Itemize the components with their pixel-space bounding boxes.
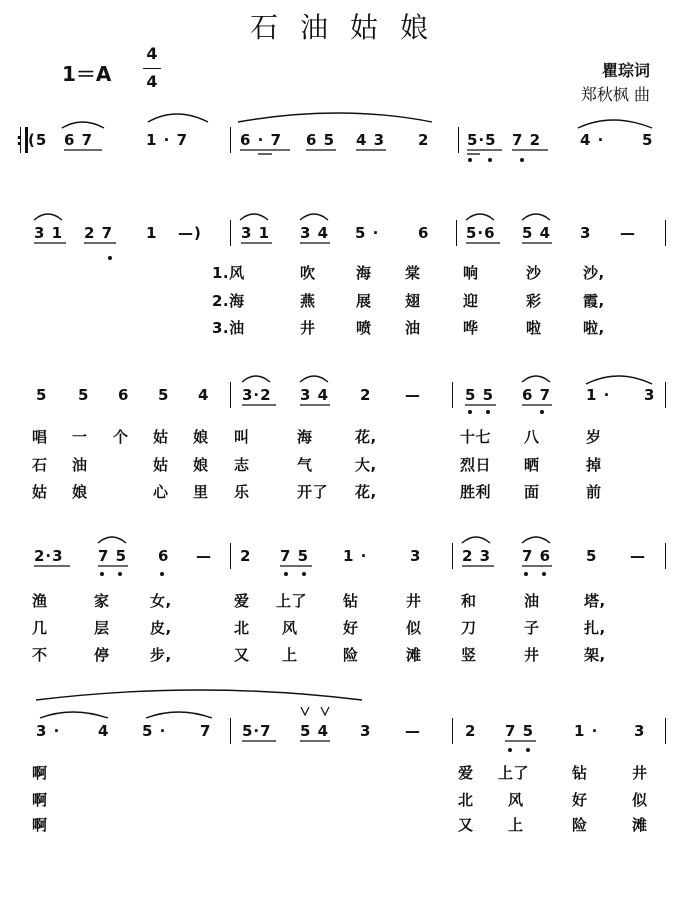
note-group: 2 7	[84, 224, 114, 242]
lyric-syllable: 花,	[355, 428, 377, 446]
lyric-syllable: 沙	[526, 264, 542, 282]
note-group: 3	[580, 224, 592, 242]
note-group: 3·2	[242, 386, 272, 404]
lyric-syllable: 似	[632, 791, 648, 809]
lyric-syllable: 似	[406, 619, 422, 637]
lyric-syllable: 油	[405, 319, 421, 337]
note-group: 1	[146, 224, 158, 242]
note-group: 3 1	[241, 224, 271, 242]
lyric-syllable: 叫	[234, 428, 250, 446]
lyric-syllable: 1.风	[212, 264, 245, 282]
lyric-syllable: 吹	[300, 264, 316, 282]
lyric-syllable: 油	[72, 456, 88, 474]
lyric-syllable: 上	[282, 646, 298, 664]
lyric-syllable: 燕	[300, 292, 316, 310]
note-group: 3 4	[300, 386, 330, 404]
slur	[522, 376, 550, 382]
note-group: 1 ·	[574, 722, 599, 740]
lyric-syllable: 上了	[498, 764, 530, 782]
slur	[62, 122, 104, 128]
lyric-syllable: 又	[458, 816, 474, 834]
lyric-syllable: 井	[632, 764, 648, 782]
lyric-syllable: 乐	[234, 483, 250, 501]
lyric-syllable: 险	[572, 816, 588, 834]
lyric-syllable: 竖	[461, 646, 477, 664]
lyric-syllable: 迎	[463, 292, 479, 310]
note-group: 4 ·	[580, 131, 605, 149]
note-group: 5 ·	[142, 722, 167, 740]
lyric-syllable: 爱	[234, 592, 250, 610]
lyric-syllable: 架,	[584, 646, 606, 664]
slur	[578, 120, 652, 128]
lyric-syllable: 风	[282, 619, 298, 637]
lyric-syllable: 面	[524, 483, 540, 501]
lyric-syllable: 石	[32, 456, 48, 474]
lyric-syllable: 女,	[150, 592, 172, 610]
lyric-syllable: 花,	[355, 483, 377, 501]
lyric-syllable: 胜利	[460, 483, 492, 501]
slur	[36, 690, 362, 700]
lyric-syllable: 翅	[405, 292, 421, 310]
note-group: 5 4	[522, 224, 552, 242]
slur	[148, 114, 208, 122]
slur	[34, 214, 62, 220]
note-group: 5·7	[242, 722, 272, 740]
lyric-syllable: 好	[343, 619, 359, 637]
note-group: —	[630, 547, 646, 565]
lyric-syllable: 风	[508, 791, 524, 809]
lyric-syllable: 个	[113, 428, 129, 446]
note-group: 4	[98, 722, 110, 740]
note-group: (5	[28, 131, 48, 149]
lyric-syllable: 钻	[572, 764, 588, 782]
lyric-syllable: 烈日	[460, 456, 492, 474]
song-title: 石油姑娘	[249, 11, 450, 44]
note-group: —)	[178, 224, 202, 242]
slur	[522, 537, 550, 543]
lyric-syllable: 八	[524, 428, 540, 446]
lyric-syllable: 北	[458, 791, 474, 809]
lyric-syllable: 掉	[586, 456, 602, 474]
lyric-syllable: 不	[32, 646, 48, 664]
lyric-syllable: 海	[356, 264, 372, 282]
note-group: 6 7	[64, 131, 94, 149]
lyric-syllable: 上了	[276, 592, 308, 610]
note-group: 7 6	[522, 547, 552, 565]
lyric-syllable: 和	[461, 592, 477, 610]
note-group: —	[405, 386, 421, 404]
time-signature-top: 4	[146, 44, 158, 63]
lyric-syllable: 又	[234, 646, 250, 664]
lyric-syllable: 彩	[526, 292, 542, 310]
note-group: 6 · 7	[240, 131, 283, 149]
note-group: 5·6	[466, 224, 496, 242]
note-group: 5 ·	[355, 224, 380, 242]
lyric-syllable: 滩	[632, 816, 648, 834]
lyric-syllable: 十七	[460, 428, 492, 446]
lyric-syllable: 几	[32, 619, 48, 637]
lyric-syllable: 前	[586, 483, 602, 501]
lyric-syllable: 险	[343, 646, 359, 664]
lyric-syllable: 啊	[32, 816, 48, 834]
slur	[300, 376, 328, 382]
note-group: 7 5	[98, 547, 128, 565]
lyric-syllable: 扎,	[584, 619, 606, 637]
lyric-syllable: 唱	[32, 428, 48, 446]
note-group: 5	[78, 386, 90, 404]
slur	[40, 712, 108, 718]
lyric-syllable: 展	[356, 292, 372, 310]
key-signature: 1＝A	[62, 62, 112, 86]
note-group: 3	[410, 547, 422, 565]
lyric-syllable: 响	[463, 264, 479, 282]
lyric-syllable: 沙,	[583, 264, 605, 282]
lyric-syllable: 北	[234, 619, 250, 637]
lyricist-credit: 瞿琮词	[601, 61, 650, 80]
slur	[240, 214, 268, 220]
lyric-syllable: 啦	[526, 319, 542, 337]
lyric-syllable: 子	[524, 619, 540, 637]
lyric-syllable: 刀	[461, 619, 477, 637]
lyric-syllable: 步,	[150, 646, 172, 664]
slur	[522, 214, 550, 220]
lyric-syllable: 岁	[586, 428, 602, 446]
lyric-syllable: 开了	[297, 483, 329, 501]
note-group: 5 5	[465, 386, 495, 404]
lyric-syllable: 停	[94, 646, 110, 664]
note-group: 5	[642, 131, 654, 149]
note-group: 2	[240, 547, 252, 565]
note-group: 3 ·	[36, 722, 61, 740]
note-group: —	[196, 547, 212, 565]
note-group: 2 3	[462, 547, 492, 565]
lyric-syllable: 海	[297, 428, 313, 446]
note-group: 3 1	[34, 224, 64, 242]
lyric-syllable: 爱	[458, 764, 474, 782]
note-group: 3	[644, 386, 656, 404]
lyric-syllable: 啦,	[583, 319, 605, 337]
lyric-syllable: 油	[524, 592, 540, 610]
note-group: 7	[200, 722, 212, 740]
lyric-syllable: 塔,	[584, 592, 606, 610]
lyric-syllable: 棠	[405, 264, 421, 282]
lyric-syllable: 2.海	[212, 292, 245, 310]
note-group: —	[620, 224, 636, 242]
note-group: 6 7	[522, 386, 552, 404]
lyric-syllable: 霞,	[583, 292, 605, 310]
lyric-syllable: 渔	[32, 592, 48, 610]
lyric-syllable: 哗	[463, 319, 479, 337]
lyric-syllable: 晒	[524, 456, 540, 474]
slur	[146, 712, 212, 718]
lyric-syllable: 志	[234, 456, 250, 474]
lyric-syllable: 家	[94, 592, 110, 610]
lyric-syllable: 姑	[153, 428, 169, 446]
lyric-syllable: 娘	[72, 483, 88, 501]
note-group: 1 ·	[586, 386, 611, 404]
lyric-syllable: 皮,	[150, 619, 172, 637]
lyric-syllable: 娘	[193, 456, 209, 474]
slur	[462, 537, 490, 543]
time-signature-bottom: 4	[146, 72, 158, 91]
lyric-syllable: 姑	[32, 483, 48, 501]
lyric-syllable: 姑	[153, 456, 169, 474]
slur	[466, 214, 494, 220]
slur	[238, 113, 432, 122]
note-group: 5·5	[467, 131, 497, 149]
note-group: 3	[360, 722, 372, 740]
lyric-syllable: 层	[94, 619, 110, 637]
note-group: 5	[36, 386, 48, 404]
note-group: 7 2	[512, 131, 542, 149]
note-group: 6	[418, 224, 430, 242]
lyric-syllable: 滩	[406, 646, 422, 664]
lyric-syllable: 好	[572, 791, 588, 809]
note-group: 6	[158, 547, 170, 565]
lyric-syllable: 3.油	[212, 319, 245, 337]
lyric-syllable: 喷	[356, 319, 372, 337]
note-group: 6	[118, 386, 130, 404]
lyric-syllable: 啊	[32, 764, 48, 782]
note-group: 2	[360, 386, 372, 404]
note-group: 6 5	[306, 131, 336, 149]
note-group: 5 4	[300, 722, 330, 740]
note-group: 5	[586, 547, 598, 565]
note-group: 1 ·	[343, 547, 368, 565]
lyric-syllable: 井	[524, 646, 540, 664]
note-group: 4	[198, 386, 210, 404]
lyric-syllable: 气	[297, 456, 313, 474]
note-group: 4 3	[356, 131, 386, 149]
lyric-syllable: 井	[300, 319, 316, 337]
lyric-syllable: 上	[508, 816, 524, 834]
lyric-syllable: 心	[153, 483, 169, 501]
note-group: 1 · 7	[146, 131, 189, 149]
lyric-syllable: 钻	[343, 592, 359, 610]
note-group: 2	[418, 131, 430, 149]
note-group: 2·3	[34, 547, 64, 565]
lyric-syllable: 大,	[355, 456, 377, 474]
note-group: 5	[158, 386, 170, 404]
note-group: 7 5	[280, 547, 310, 565]
slur	[586, 376, 652, 384]
repeat-dots: :	[16, 130, 23, 149]
lyric-syllable: 里	[193, 483, 209, 501]
note-group: 7 5	[505, 722, 535, 740]
note-group: 3 4	[300, 224, 330, 242]
lyric-syllable: 井	[406, 592, 422, 610]
lyric-syllable: 娘	[193, 428, 209, 446]
slur	[98, 537, 126, 543]
note-group: 3	[634, 722, 646, 740]
note-group: 2	[465, 722, 477, 740]
slur	[242, 376, 270, 382]
slur	[300, 214, 328, 220]
lyric-syllable: 啊	[32, 791, 48, 809]
lyric-syllable: 一	[72, 428, 88, 446]
composer-credit: 郑秋枫 曲	[580, 85, 650, 104]
note-group: —	[405, 722, 421, 740]
